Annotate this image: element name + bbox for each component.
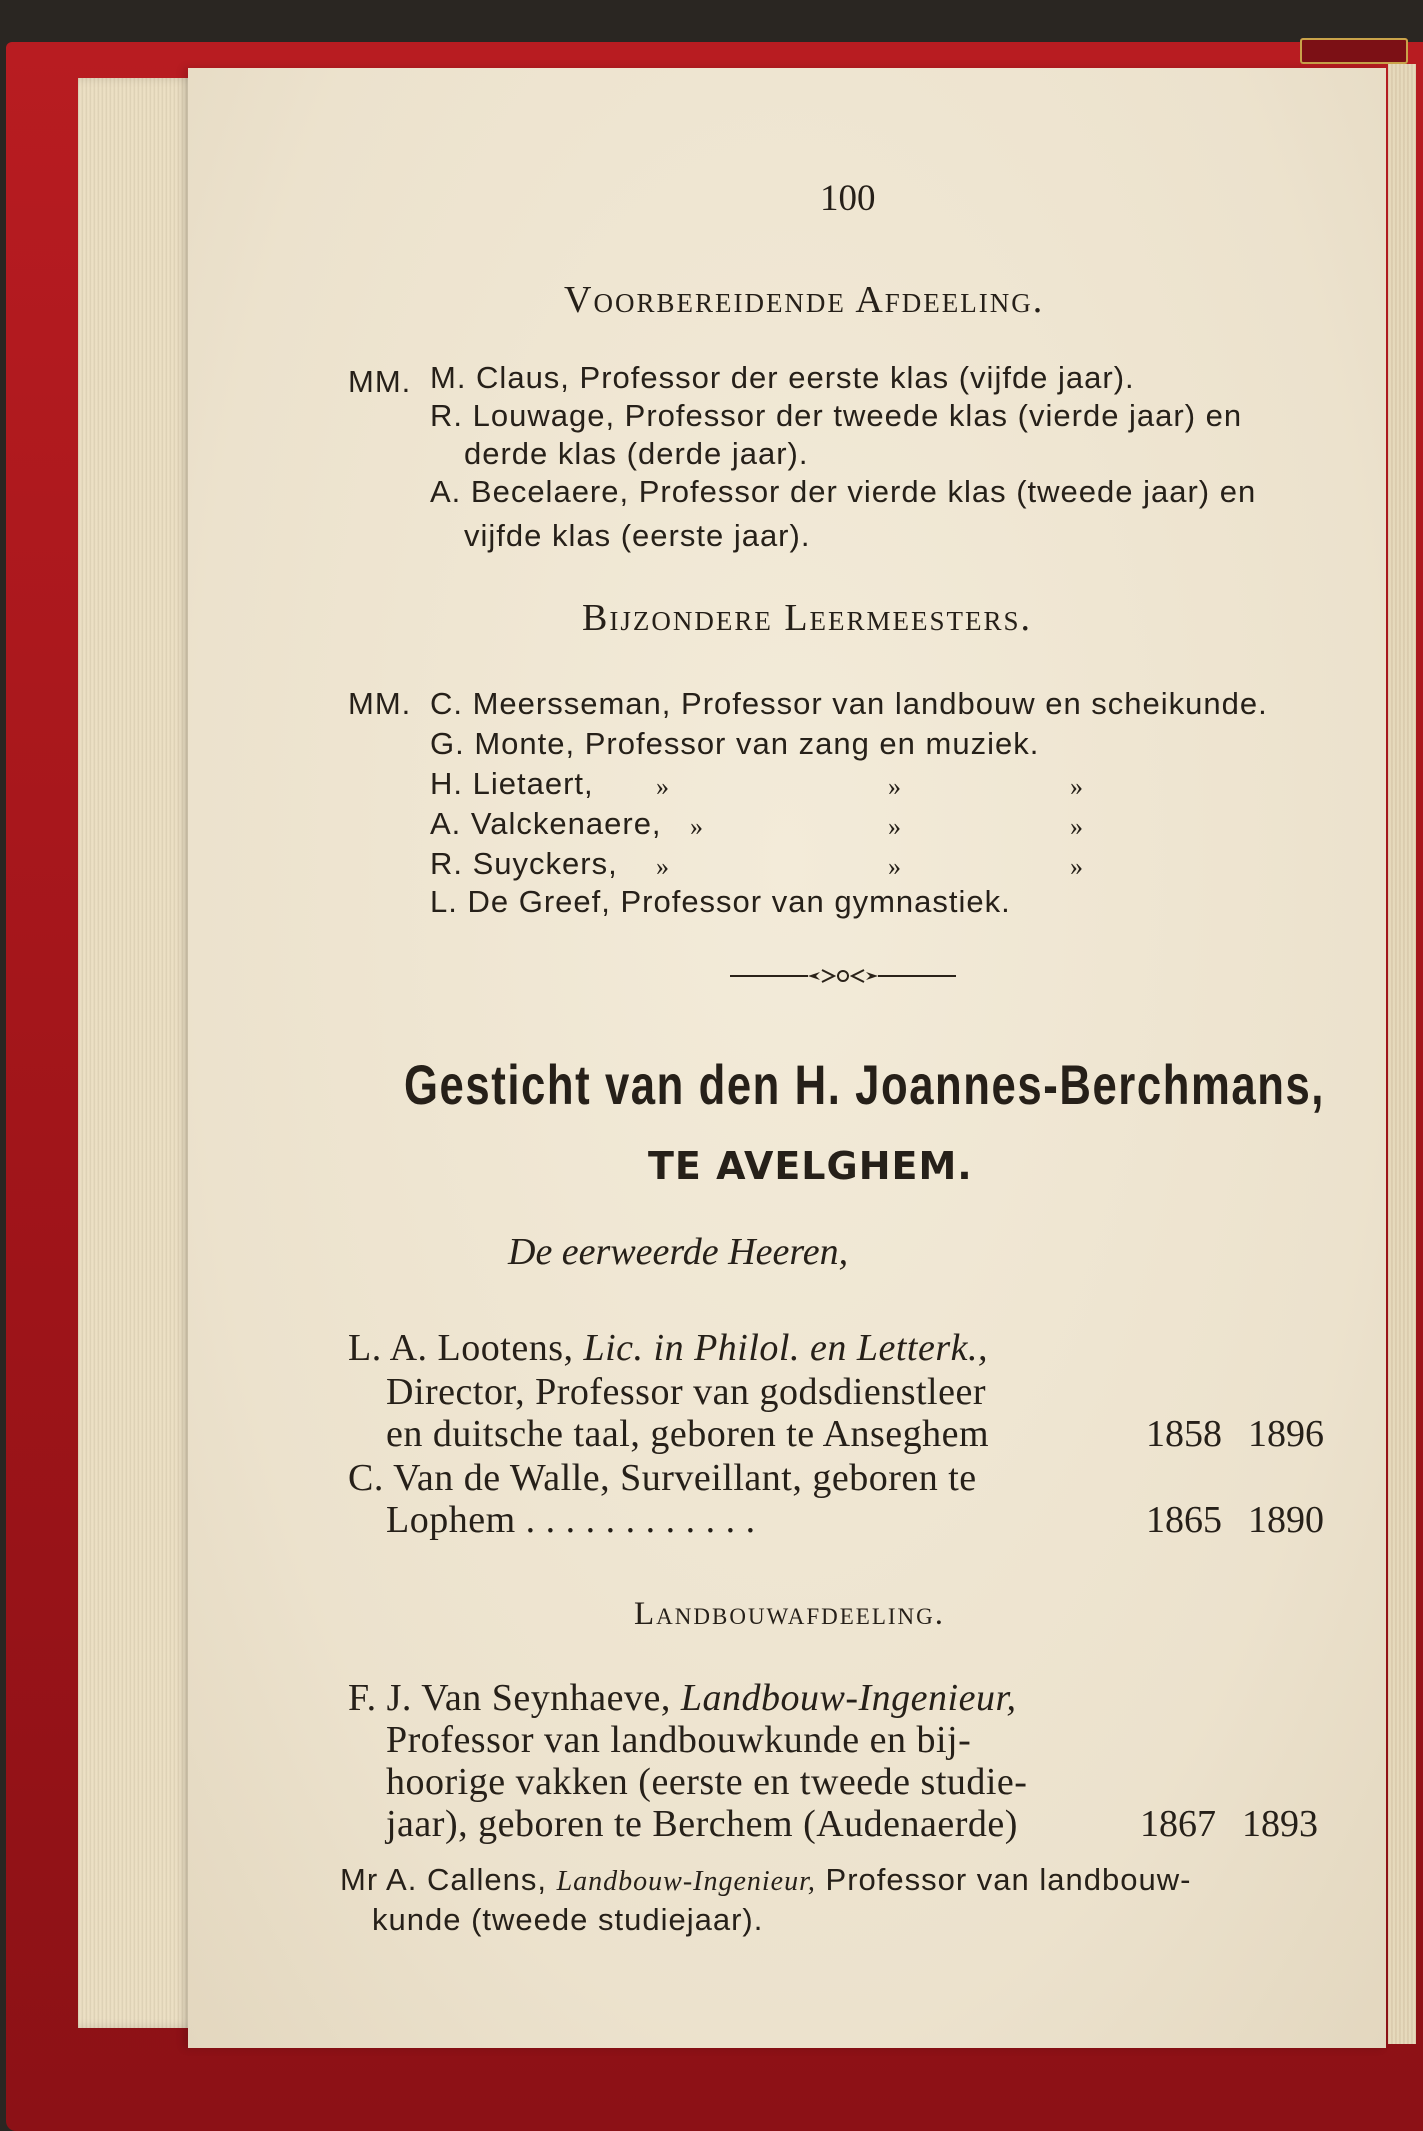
staff-line: vijfde klas (eerste jaar). [464,518,811,553]
staff-line: C. Meersseman, Professor van landbouw en scheikunde. [430,686,1268,721]
entry-prefix: Mr A. Callens, [340,1862,547,1897]
staff-line: A. Becelaere, Professor der vierde klas (tweede jaar) en [430,474,1257,509]
entry-name [348,1326,988,1370]
entry-line: C. Van de Walle, Surveillant, geboren te [348,1457,977,1499]
entry-line: Professor van landbouwkunde en bij- [386,1719,972,1761]
entry-line: kunde (tweede studiejaar). [372,1902,764,1937]
page-edges-left [78,78,198,2028]
ditto-mark: » [656,772,669,801]
year-end: 1896 [1248,1413,1324,1455]
ditto-mark: » [690,812,703,841]
entry-name [348,1676,1017,1720]
entry-title: Lic. in Philol. en Letterk., [583,1327,988,1369]
entry-line: hoorige vakken (eerste en tweede studie- [386,1761,1028,1803]
salutation: De eerweerde Heeren, [508,1231,849,1273]
staff-line: A. Valckenaere, [430,806,662,841]
entry-line: jaar), geboren te Berchem (Audenaerde) [386,1803,1018,1845]
staff-line: G. Monte, Professor van zang en muziek. [430,726,1040,761]
ditto-mark: » [1070,772,1083,801]
staff-line: L. De Greef, Professor van gymnastiek. [430,884,1011,919]
staff-line: M. Claus, Professor der eerste klas (vijfde jaar). [430,360,1135,395]
staff-line: R. Suyckers, [430,846,618,881]
staff-prefix: MM. [348,364,412,399]
institution-title: Gesticht van den H. Joannes-Berchmans, [404,1053,1326,1116]
ditto-mark: » [888,772,901,801]
section-heading-landbouw: Landbouwafdeeling. [634,1596,945,1632]
entry-title: Landbouw-Ingenieur, [680,1677,1017,1719]
gilt-spine-ornament [1300,38,1408,64]
entry-name-text: F. J. Van Seynhaeve, [348,1677,671,1719]
ditto-mark: » [1070,812,1083,841]
year-start: 1867 [1140,1803,1216,1845]
year-start: 1865 [1146,1499,1222,1541]
ornament-divider [730,966,956,986]
ditto-mark: » [656,852,669,881]
entry-line: en duitsche taal, geboren te Anseghem [386,1413,990,1455]
staff-line: H. Lietaert, [430,766,594,801]
ditto-mark: » [888,812,901,841]
institution-location: TE AVELGHEM. [648,1144,973,1188]
section-heading-bijzondere: Bijzondere Leermeesters. [582,597,1033,639]
staff-prefix: MM. [348,686,412,721]
entry-line [340,1862,1191,1898]
staff-line: R. Louwage, Professor der tweede klas (vierde jaar) en [430,398,1243,433]
entry-title: Landbouw-Ingenieur, [556,1866,816,1897]
page-number: 100 [820,178,876,219]
entry-line: Lophem . . . . . . . . . . . . [386,1499,756,1541]
ditto-mark: » [888,852,901,881]
entry-rest: Professor van landbouw- [825,1862,1192,1897]
year-end: 1890 [1248,1499,1324,1541]
section-heading-voorbereidende: Voorbereidende Afdeeling. [564,279,1045,321]
year-end: 1893 [1242,1803,1318,1845]
page-edges-right [1388,64,1416,2044]
year-start: 1858 [1146,1413,1222,1455]
ditto-mark: » [1070,852,1083,881]
entry-line: Director, Professor van godsdienstleer [386,1371,986,1413]
entry-name-text: L. A. Lootens, [348,1327,574,1369]
staff-line: derde klas (derde jaar). [464,436,809,471]
